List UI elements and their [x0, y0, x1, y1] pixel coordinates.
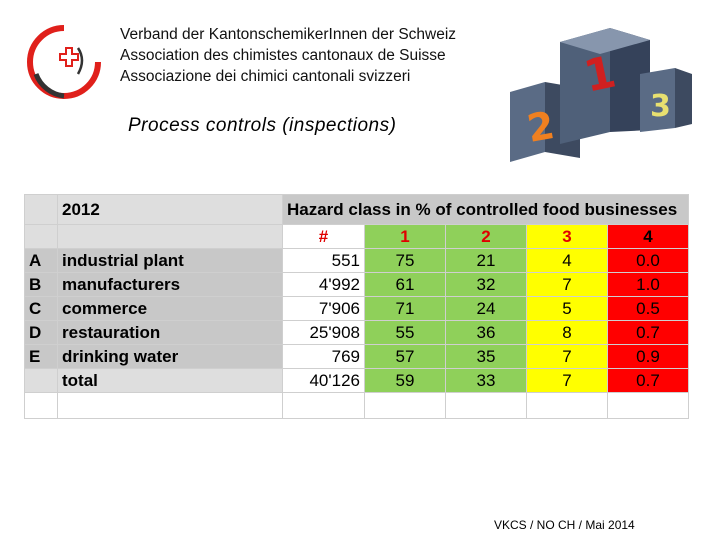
podium-label-third: 3 [650, 89, 671, 124]
podium-icon [500, 12, 700, 162]
row-count: 769 [283, 345, 365, 369]
table-subheader-row [25, 225, 689, 249]
row-class-2: 21 [446, 249, 527, 273]
row-class-3: 8 [527, 321, 608, 345]
row-class-4: 1.0 [608, 273, 689, 297]
row-class-4: 0.9 [608, 345, 689, 369]
row-name: manufacturers [58, 273, 283, 297]
count-header: # [283, 225, 365, 249]
class-3-header: 3 [527, 225, 608, 249]
row-code: B [25, 273, 58, 297]
row-class-1: 55 [365, 321, 446, 345]
row-class-2: 32 [446, 273, 527, 297]
hazard-header: Hazard class in % of controlled food businesses [283, 195, 689, 225]
row-code [25, 369, 58, 393]
table-row [25, 345, 689, 369]
footer-credit: VKCS / NO CH / Mai 2014 [494, 518, 635, 532]
row-class-1: 75 [365, 249, 446, 273]
row-class-1: 61 [365, 273, 446, 297]
hazard-class-table [24, 194, 689, 419]
row-count: 25'908 [283, 321, 365, 345]
row-count: 4'992 [283, 273, 365, 297]
row-count: 7'906 [283, 297, 365, 321]
table-row [25, 321, 689, 345]
row-name: commerce [58, 297, 283, 321]
row-name: drinking water [58, 345, 283, 369]
class-1-header: 1 [365, 225, 446, 249]
org-name-fr: Association des chimistes cantonaux de Suisse [120, 47, 446, 64]
row-name: total [58, 369, 283, 393]
row-count: 551 [283, 249, 365, 273]
row-class-4: 0.7 [608, 321, 689, 345]
row-class-4: 0.7 [608, 369, 689, 393]
row-class-1: 59 [365, 369, 446, 393]
row-code: E [25, 345, 58, 369]
row-class-1: 57 [365, 345, 446, 369]
row-name: industrial plant [58, 249, 283, 273]
row-code: C [25, 297, 58, 321]
podium-label-second: 2 [523, 102, 558, 151]
class-2-header: 2 [446, 225, 527, 249]
organization-names [120, 24, 456, 87]
row-class-4: 0.0 [608, 249, 689, 273]
row-class-3: 7 [527, 273, 608, 297]
row-class-2: 35 [446, 345, 527, 369]
row-class-1: 71 [365, 297, 446, 321]
row-class-2: 33 [446, 369, 527, 393]
org-name-it: Associazione dei chimici cantonali svizzeri [120, 68, 411, 85]
row-class-3: 7 [527, 345, 608, 369]
table-row [25, 249, 689, 273]
table-empty-row [25, 393, 689, 419]
year-header: 2012 [58, 195, 283, 225]
row-class-2: 24 [446, 297, 527, 321]
podium-label-first: 1 [579, 46, 621, 103]
row-count: 40'126 [283, 369, 365, 393]
row-class-3: 4 [527, 249, 608, 273]
row-name: restauration [58, 321, 283, 345]
row-class-3: 7 [527, 369, 608, 393]
row-class-3: 5 [527, 297, 608, 321]
class-4-header: 4 [608, 225, 689, 249]
table-row [25, 273, 689, 297]
org-name-de: Verband der KantonschemikerInnen der Schweiz [120, 26, 457, 43]
row-class-2: 36 [446, 321, 527, 345]
table-row [25, 297, 689, 321]
row-code: A [25, 249, 58, 273]
table-header-row [25, 195, 689, 225]
slide-title: Process controls (inspections) [128, 115, 397, 136]
row-code: D [25, 321, 58, 345]
table-total-row [25, 369, 689, 393]
corner-cell [25, 195, 58, 225]
vkcs-logo-icon [24, 22, 104, 102]
row-class-4: 0.5 [608, 297, 689, 321]
